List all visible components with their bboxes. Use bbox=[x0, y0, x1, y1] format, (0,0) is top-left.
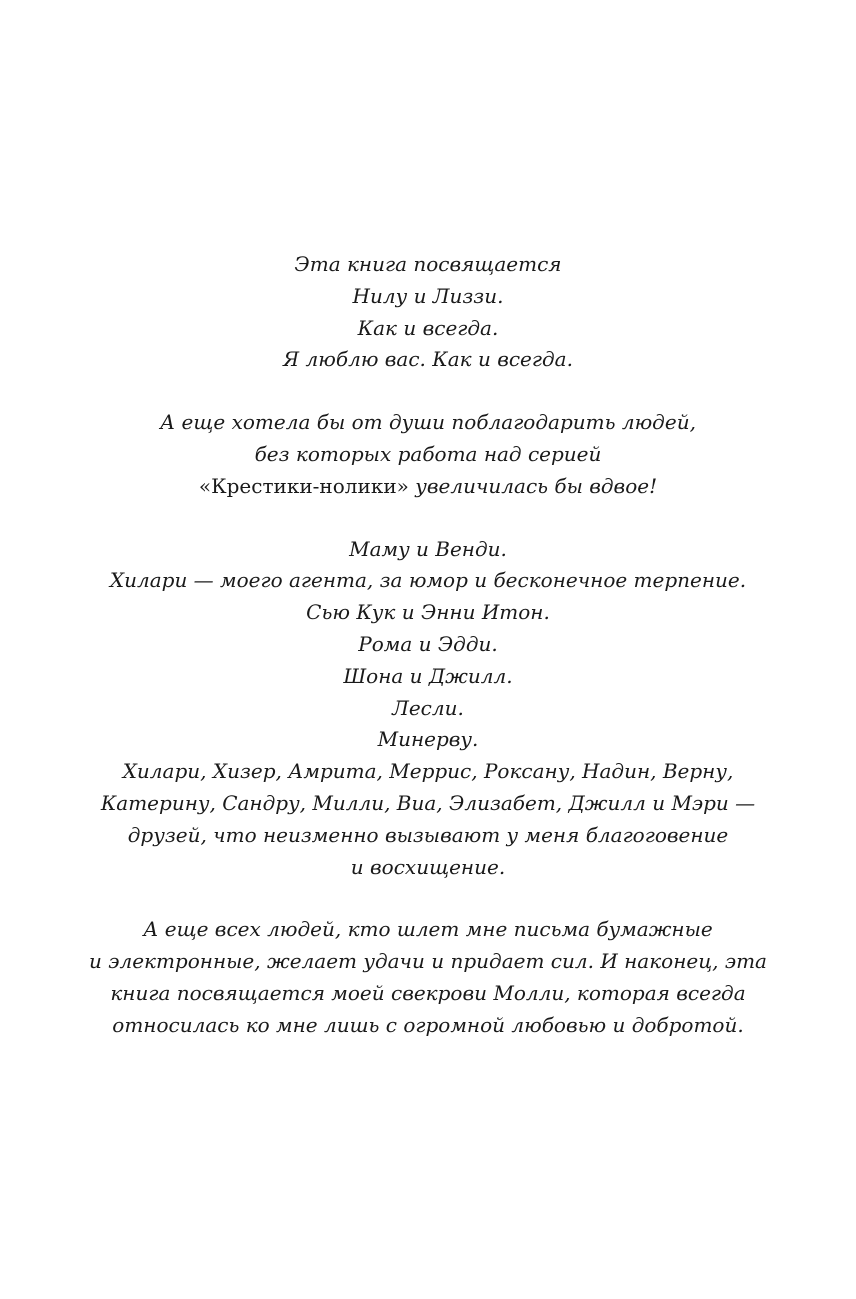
thanks-line: Шона и Джилл. bbox=[343, 663, 513, 688]
acknowledgement-line-rest: увеличилась бы вдвое! bbox=[408, 473, 658, 498]
dedication-line: Эта книга посвящается bbox=[294, 252, 562, 276]
thanks-line: и восхищение. bbox=[350, 854, 506, 879]
closing-line: относилась ко мне лишь с огромной любовью и добротой. bbox=[112, 1012, 744, 1037]
dedication-line: Я люблю вас. Как и всегда. bbox=[283, 347, 573, 372]
thanks-line: Лесли. bbox=[392, 695, 464, 720]
acknowledgement-line-with-series-title bbox=[0, 471, 856, 503]
closing-stanza bbox=[0, 914, 856, 1041]
dedication-line: Как и всегда. bbox=[357, 315, 499, 340]
acknowledgement-line: А еще хотела бы от души поблагодарить людей, bbox=[160, 410, 696, 435]
closing-line: и электронные, желает удачи и придает сил. И наконец, эта bbox=[89, 949, 767, 974]
thanks-line: друзей, что неизменно вызывают у меня благоговение bbox=[127, 822, 729, 847]
acknowledgement-line: без которых работа над серией bbox=[254, 441, 602, 466]
thanks-line: Рома и Эдди. bbox=[358, 631, 498, 656]
dedication-page bbox=[0, 249, 856, 1073]
thanks-list-stanza bbox=[0, 534, 856, 884]
thanks-line: Хилари — моего агента, за юмор и бесконечное терпение. bbox=[109, 568, 747, 593]
thanks-line: Маму и Венди. bbox=[349, 536, 507, 561]
dedication-line: Нилу и Лиззи. bbox=[352, 283, 504, 308]
thanks-line: Минерву. bbox=[377, 727, 479, 752]
thanks-line: Хилари, Хизер, Амрита, Меррис, Роксану, Надин, Верну, bbox=[122, 759, 734, 784]
thanks-line: Катерину, Сандру, Милли, Виа, Элизабет, Джилл и Мэри — bbox=[100, 790, 756, 815]
acknowledgement-intro-stanza bbox=[0, 407, 856, 502]
closing-line: А еще всех людей, кто шлет мне письма бумажные bbox=[143, 917, 713, 942]
closing-line: книга посвящается моей свекрови Молли, которая всегда bbox=[110, 980, 746, 1005]
dedication-stanza bbox=[0, 249, 856, 376]
series-title: «Крестики-нолики» bbox=[198, 473, 409, 498]
thanks-line: Сью Кук и Энни Итон. bbox=[306, 600, 550, 625]
